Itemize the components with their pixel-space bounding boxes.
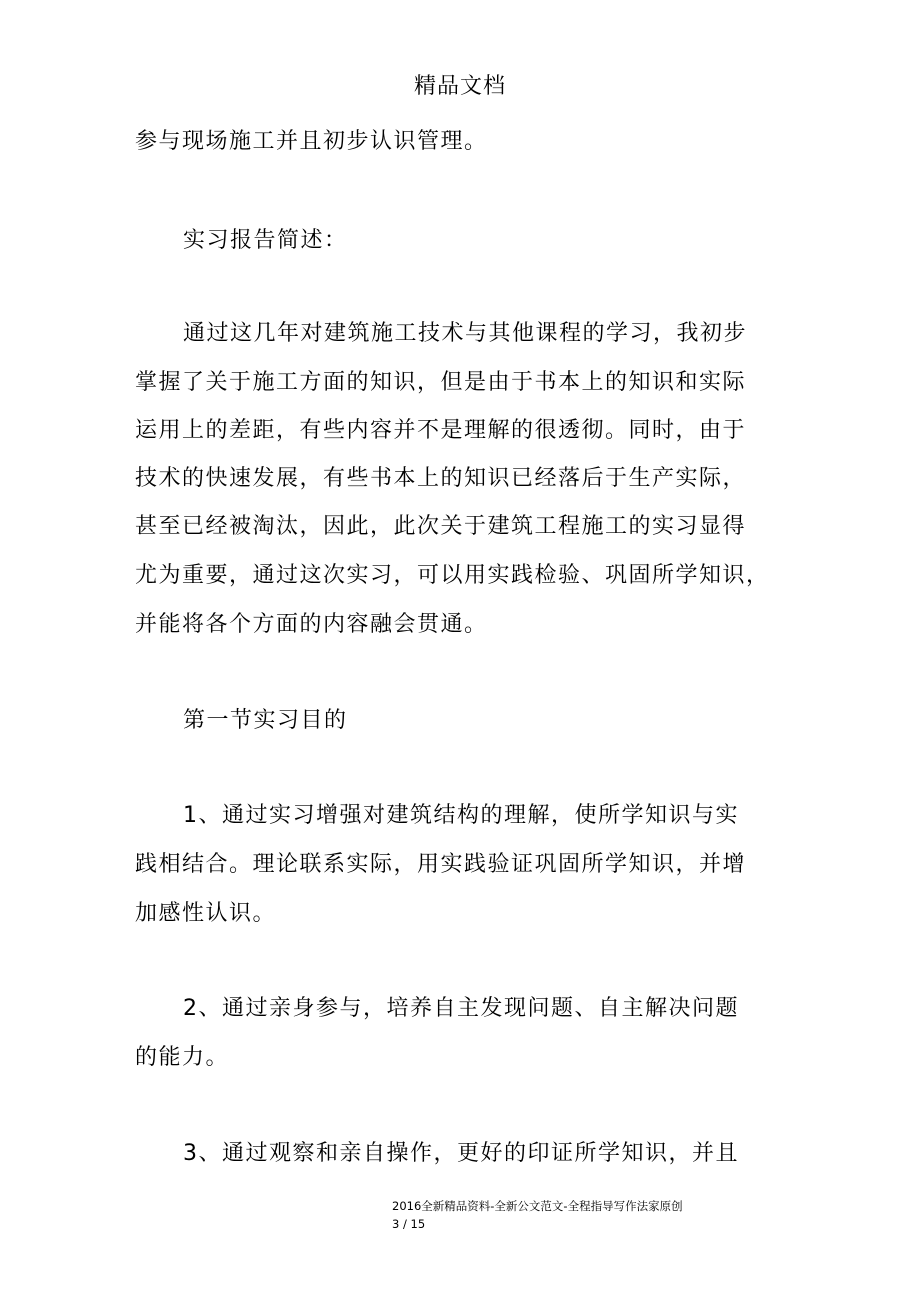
- text-line: 2、通过亲身参与，培养自主发现问题、自主解决问题: [183, 996, 739, 1021]
- text-line: 甚至已经被淘汰，因此，此次关于建筑工程施工的实习显得: [135, 514, 747, 539]
- text-line: 掌握了关于施工方面的知识，但是由于书本上的知识和实际: [135, 370, 747, 395]
- text-line: 践相结合。理论联系实际，用实践验证巩固所学知识，并增: [135, 852, 747, 877]
- text-line: 的能力。: [135, 1045, 230, 1070]
- page-number: 3 / 15: [392, 1217, 426, 1231]
- text-line: 1、通过实习增强对建筑结构的理解，使所学知识与实: [183, 803, 739, 828]
- text-line: 并能将各个方面的内容融会贯通。: [135, 612, 488, 637]
- section-heading: 第一节实习目的: [183, 708, 348, 733]
- page-header-title: 精品文档: [413, 74, 506, 99]
- text-line: 加感性认识。: [135, 901, 277, 926]
- text-line: 3、通过观察和亲自操作，更好的印证所学知识，并且: [183, 1141, 739, 1166]
- section-heading: 实习报告简述：: [183, 228, 348, 253]
- text-line: 运用上的差距，有些内容并不是理解的很透彻。同时，由于: [135, 418, 747, 443]
- text-line: 尤为重要，通过这次实习，可以用实践检验、巩固所学知识，: [135, 563, 770, 588]
- footer-text: 2016全新精品资料-全新公文范文-全程指导写作法家原创: [392, 1199, 683, 1213]
- text-line: 参与现场施工并且初步认识管理。: [135, 129, 488, 154]
- text-line: 技术的快速发展，有些书本上的知识已经落后于生产实际，: [135, 466, 747, 491]
- text-line: 通过这几年对建筑施工技术与其他课程的学习，我初步: [183, 321, 748, 346]
